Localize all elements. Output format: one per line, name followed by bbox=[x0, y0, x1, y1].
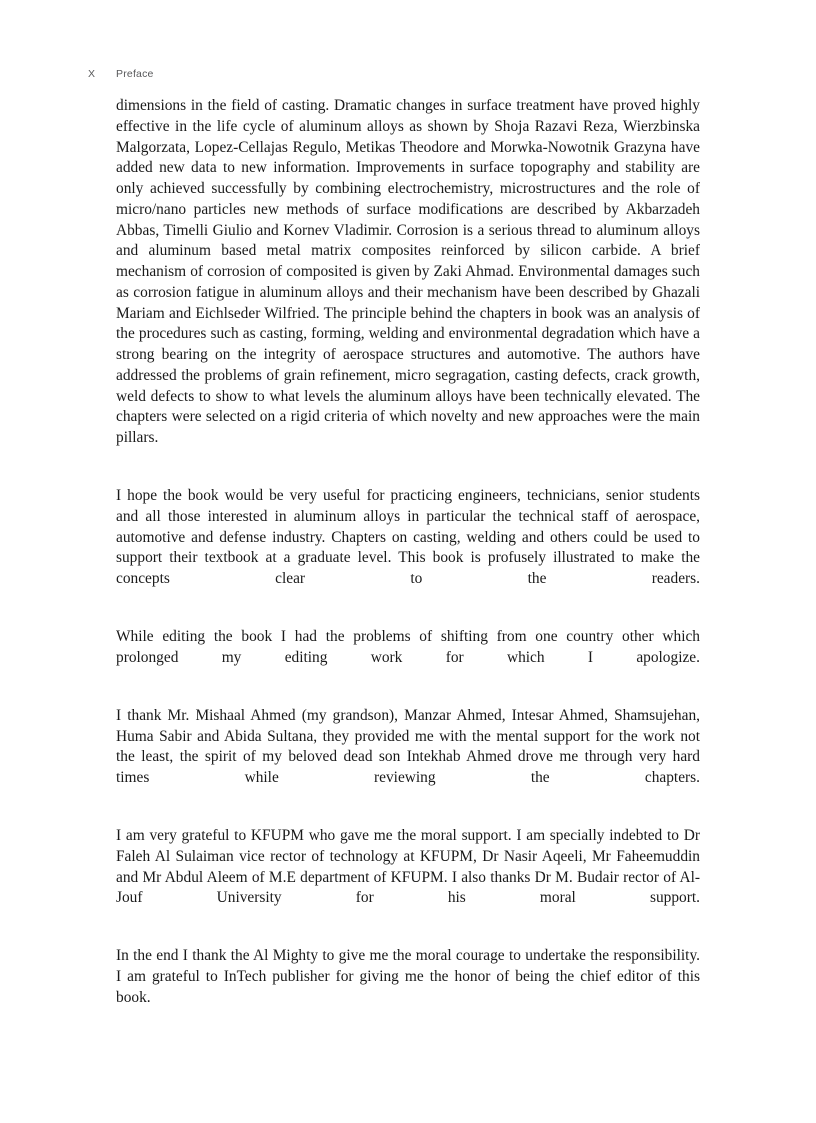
header-section-title: Preface bbox=[116, 68, 154, 80]
page-number: X bbox=[88, 68, 96, 80]
paragraph: While editing the book I had the problems of shifting from one country other which prolonged my editing work for which I apologize. bbox=[116, 628, 700, 666]
running-header bbox=[88, 66, 700, 82]
paragraph: I thank Mr. Mishaal Ahmed (my grandson), Manzar Ahmed, Intesar Ahmed, Shamsujehan, Huma Sabir and Abida Sultana, they provided me with the mental support for the work not the least, the spirit of my beloved dead son Intekhab Ahmed drove me through very hard times while reviewing the chapters. bbox=[116, 706, 700, 786]
paragraph: I hope the book would be very useful for practicing engineers, technicians, senior students and all those interested in aluminum alloys in particular the technical staff of aerospace, automotive and defense industry. Chapters on casting, welding and others could be used to support their textbook at a graduate level. This book is profusely illustrated to make the concepts clear to the readers. bbox=[116, 487, 700, 587]
paragraph: I am very grateful to KFUPM who gave me the moral support. I am specially indebted to Dr Faleh Al Sulaiman vice rector of technology at KFUPM, Dr Nasir Aqeeli, Mr Faheemuddin and Mr Abdul Aleem of M.E department of KFUPM. I also thanks Dr M. Budair rector of Al-Jouf University for his moral support. bbox=[116, 827, 700, 907]
body-text-block bbox=[116, 96, 700, 1029]
paragraph: dimensions in the field of casting. Dramatic changes in surface treatment have proved highly effective in the life cycle of aluminum alloys as shown by Shoja Razavi Reza, Wierzbinska Malgorzata, Lopez-Cellajas Regulo, Metikas Theodore and Morwka-Nowotnik Grazyna have added new data to new information. Improvements in surface topography and stability are only achieved successfully by combining electrochemistry, microstructures and the role of micro/nano particles new methods of surface modifications are described by Akbarzadeh Abbas, Timelli Giulio and Kornev Vladimir. Corrosion is a serious thread to aluminum alloys and aluminum based metal matrix composites reinforced by silicon carbide. A brief mechanism of corrosion of composited is given by Zaki Ahmad. Environmental damages such as corrosion fatigue in aluminum alloys and their mechanism have been described by Ghazali Mariam and Eichlseder Wilfried. The principle behind the chapters in book was an analysis of the procedures such as casting, forming, welding and environmental degradation which have a strong bearing on the integrity of aerospace structures and automotive. The authors have addressed the problems of grain refinement, micro segragation, casting defects, crack growth, weld defects to show to what levels the aluminum alloys have been technically elevated. The chapters were selected on a rigid criteria of which novelty and new approaches were the main pillars. bbox=[116, 97, 700, 446]
paragraph: In the end I thank the Al Mighty to give me the moral courage to undertake the responsibility. I am grateful to InTech publisher for giving me the honor of being the chief editor of this book. bbox=[116, 947, 700, 1006]
